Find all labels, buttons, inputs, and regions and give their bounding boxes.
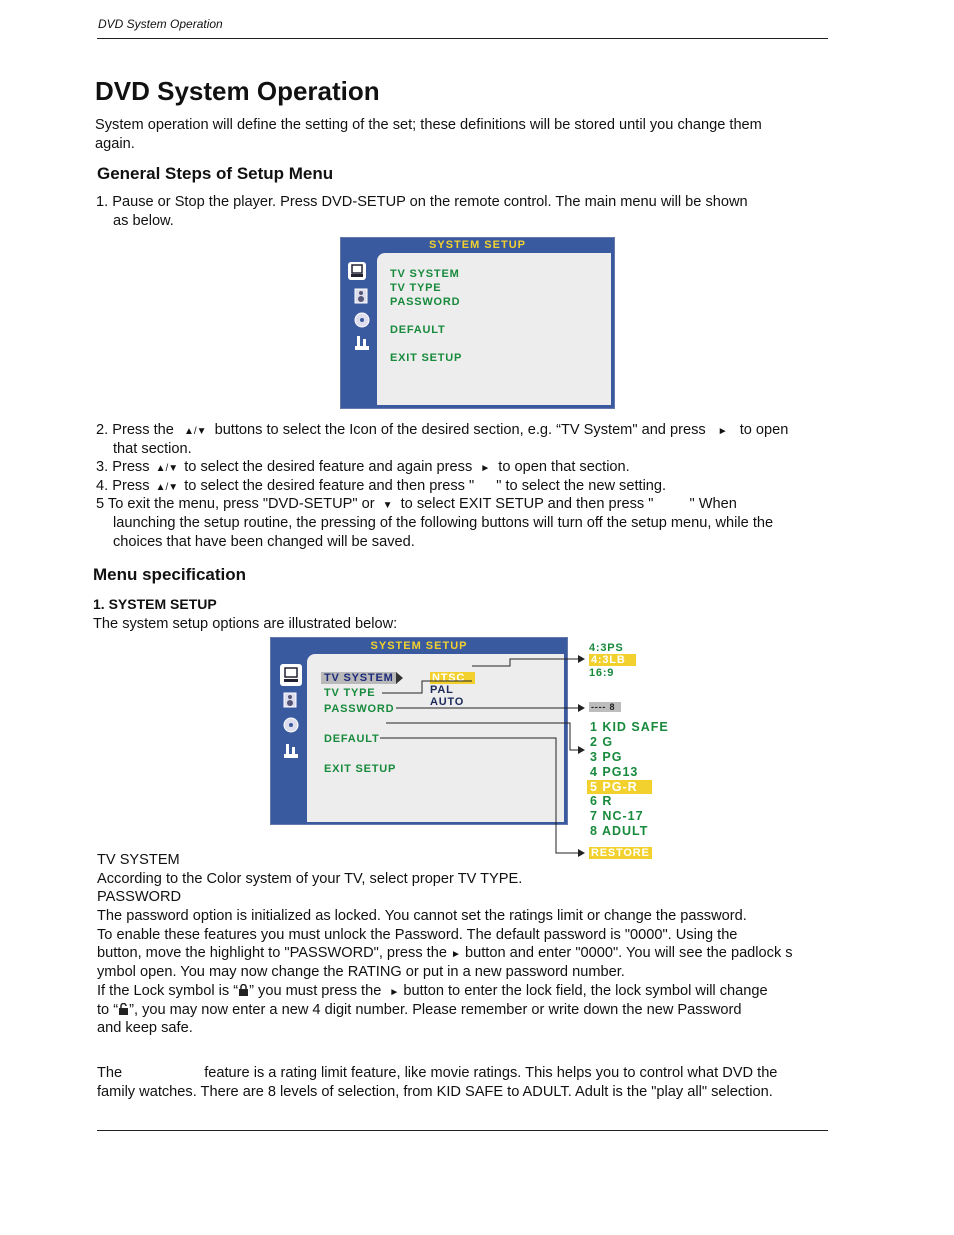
up-down-arrows-icon: ▲/▼ [183,426,207,437]
password-line-2: To enable these features you must unlock the Password. The default password is "0000". Using the [97,927,738,943]
rating-line-1-b: feature is a rating limit feature, like movie ratings. This helps you to control what DVD the [204,1065,778,1081]
step5-line-2: launching the setup routine, the pressing of the following buttons will turn off the setup menu, while the [113,515,774,531]
step3-text-b: to select the desired feature and again press [184,459,473,475]
password-line-7: and keep safe. [97,1020,193,1036]
menu-spec-heading: Menu specification [93,565,247,584]
general-steps-heading: General Steps of Setup Menu [97,164,334,183]
rating-line-1 [97,1064,777,1083]
rating-line-1-a: The [97,1065,123,1081]
osd-main-title: SYSTEM SETUP [429,239,526,251]
down-arrow-icon: ▼ [382,500,393,511]
password-line-5-b: ” you must press the [249,983,382,999]
option-4-3ps[interactable]: 4:3PS [589,642,624,654]
password-title: PASSWORD [97,889,182,905]
step2-line-2: that section. [113,441,192,457]
intro-line-2: again. [95,136,135,152]
option-pal[interactable]: PAL [430,684,454,696]
rating-option-5[interactable]: 5 PG-R [587,780,652,794]
step5-line-3: choices that have been changed will be saved. [113,534,415,550]
step3-text-c: to open that section. [498,459,630,475]
password-line-6 [97,1001,742,1020]
right-arrow-icon: ► [717,426,728,437]
lock-open-icon [118,1003,129,1015]
step3-text-a: 3. Press [96,459,150,475]
menu-item-default[interactable]: DEFAULT [324,733,380,745]
step2-text-a: 2. Press the [96,422,174,438]
password-field[interactable]: ---- 8 [589,702,621,712]
osd-detail-title: SYSTEM SETUP [370,640,468,652]
menu-item-tv-type[interactable]: TV TYPE [324,687,376,699]
lock-closed-icon [238,984,249,996]
running-header: DVD System Operation [98,17,223,31]
step5-text-c: " When [689,496,737,512]
step1-line-1: 1. Pause or Stop the player. Press DVD-SETUP on the remote control. The main menu will be shown [96,194,748,210]
password-line-5 [97,982,768,1003]
menu-item-default[interactable]: DEFAULT [390,324,446,336]
menu-item-exit-setup[interactable]: EXIT SETUP [390,352,463,364]
system-setup-lead: The system setup options are illustrated below: [93,616,398,632]
rating-option-2[interactable]: 2 G [590,735,614,749]
menu-item-exit-setup[interactable]: EXIT SETUP [324,763,397,775]
menu-item-tv-system[interactable]: TV SYSTEM [321,672,397,684]
up-down-arrows-icon: ▲/▼ [155,463,179,474]
menu-item-password[interactable]: PASSWORD [390,296,461,308]
step5-text-a: 5 To exit the menu, press "DVD-SETUP" or [96,496,375,512]
rating-option-3[interactable]: 3 PG [590,750,623,764]
page-title: DVD System Operation [95,76,380,106]
password-line-1: The password option is initialized as locked. You cannot set the ratings limit or change the password. [97,908,747,924]
password-line-3-a: button, move the highlight to "PASSWORD", press the [97,945,447,961]
password-line-6-b: ”, you may now enter a new 4 digit number. Please remember or write down the new Password [129,1002,742,1018]
right-arrow-icon: ► [480,463,491,474]
footer-divider [97,1130,828,1131]
password-line-6-a: to “ [97,1002,119,1018]
rating-option-8[interactable]: 8 ADULT [590,824,649,838]
option-restore[interactable]: RESTORE [591,847,650,859]
rating-option-4[interactable]: 4 PG13 [590,765,639,779]
option-auto[interactable]: AUTO [430,696,465,708]
step2-text-b: buttons to select the Icon of the desired section, e.g. “TV System" and press [214,422,706,438]
rating-option-6[interactable]: 6 R [590,794,613,808]
rating-line-2: family watches. There are 8 levels of selection, from KID SAFE to ADULT. Adult is the "play all" selection. [97,1084,773,1100]
step2-text-c: to open [739,422,789,438]
right-arrow-icon: ► [451,949,461,960]
option-4-3lb[interactable]: 4:3LB [589,654,636,666]
menu-item-password[interactable]: PASSWORD [324,703,395,715]
up-down-arrows-icon: ▲/▼ [155,482,179,493]
intro-line-1: System operation will define the setting of the set; these definitions will be stored until you change them [95,117,762,133]
step1-line-2: as below. [113,213,174,229]
tv-system-title: TV SYSTEM [97,852,180,868]
step4-text-b: to select the desired feature and then press " [184,478,475,494]
password-line-5-c: button to enter the lock field, the lock symbol will change [403,983,768,999]
option-16-9[interactable]: 16:9 [589,667,615,679]
step5-text-b: to select EXIT SETUP and then press " [400,496,654,512]
password-line-5-a: If the Lock symbol is “ [97,983,239,999]
password-line-3 [97,944,793,965]
menu-item-tv-system[interactable]: TV SYSTEM [390,268,460,280]
right-arrow-icon: ► [389,987,400,998]
password-line-4: ymbol open. You may now change the RATING or put in a new password number. [97,964,625,980]
tv-system-text: According to the Color system of your TV, select proper TV TYPE. [97,871,523,887]
menu-item-tv-type[interactable]: TV TYPE [390,282,442,294]
option-ntsc[interactable]: NTSC [430,672,475,684]
password-line-3-b: button and enter "0000". You will see the padlock s [465,945,793,961]
rating-option-7[interactable]: 7 NC-17 [590,809,644,823]
system-setup-subheading: 1. SYSTEM SETUP [93,596,217,612]
rating-option-1[interactable]: 1 KID SAFE [590,720,669,734]
step4-text-c: " to select the new setting. [496,478,667,494]
step4-text-a: 4. Press [96,478,150,494]
